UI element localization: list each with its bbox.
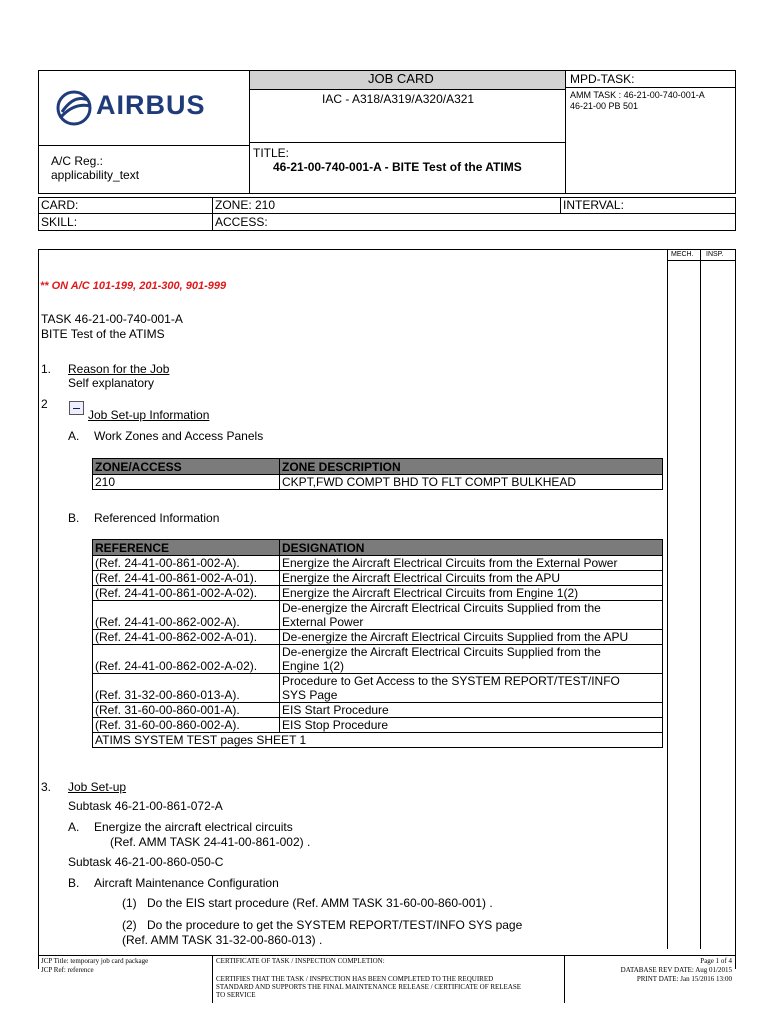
mpd-task-label: MPD-TASK: (570, 72, 635, 86)
designation-cell: De-energize the Aircraft Electrical Circuits Supplied from the External Power (280, 601, 663, 630)
info-row (38, 197, 736, 231)
cert-line-1: CERTIFIES THAT THE TASK / INSPECTION HAS BEEN COMPLETED TO THE REQUIRED (216, 975, 494, 983)
insp-column-header: INSP. (706, 251, 724, 258)
cert-line-2: STANDARD AND SUPPORTS THE FINAL MAINTENANCE RELEASE / CERTIFICATE OF RELEASE (216, 983, 522, 991)
section-3b-title: Aircraft Maintenance Configuration (94, 876, 279, 890)
job-title: 46-21-00-740-001-A - BITE Test of the ATIMS (273, 160, 522, 174)
zone-table-header: ZONE/ACCESS (93, 459, 280, 475)
designation-cell: De-energize the Aircraft Electrical Circuits Supplied from the APU (280, 630, 663, 645)
zone-table (92, 458, 663, 490)
amm-task: AMM TASK : 46-21-00-740-001-A (570, 90, 705, 100)
jcp-title: JCP Title: temporary job card package (41, 957, 149, 965)
title-label: TITLE: (253, 146, 290, 160)
section-3a-title: Energize the aircraft electrical circuits (94, 820, 293, 834)
mech-column-header: MECH. (671, 251, 694, 258)
section-1-text: Self explanatory (68, 376, 155, 390)
jcp-ref: JCP Ref: reference (41, 966, 94, 974)
designation-cell: Energize the Aircraft Electrical Circuits from the External Power (280, 556, 663, 571)
section-2a-letter: A. (68, 429, 80, 443)
skill-label: SKILL: (41, 215, 78, 229)
amm-ref: 46-21-00 PB 501 (570, 101, 639, 111)
ac-reg-value: applicability_text (51, 168, 140, 182)
brand-name: AIRBUS (96, 90, 206, 120)
card-label: CARD: (41, 198, 79, 212)
section-2-number: 2 (41, 397, 48, 411)
section-3-number: 3. (41, 780, 52, 794)
print-date: PRINT DATE: Jan 15/2016 13:00 (636, 975, 732, 983)
step-1-text: Do the EIS start procedure (Ref. AMM TASK 31-60-00-860-001) . (147, 896, 493, 910)
ref-cell: (Ref. 24-41-00-862-002-A-01). (93, 630, 280, 645)
reference-table (92, 539, 663, 748)
zone-label: ZONE: 210 (215, 198, 276, 212)
step-1-number: (1) (122, 896, 137, 910)
section-2a-title: Work Zones and Access Panels (94, 429, 264, 443)
designation-cell: De-energize the Aircraft Electrical Circuits Supplied from the Engine 1(2) (280, 645, 663, 674)
zone-table-header: ZONE DESCRIPTION (280, 459, 663, 475)
section-2-title[interactable]: Job Set-up Information (88, 408, 210, 422)
designation-cell: EIS Stop Procedure (280, 718, 663, 733)
airbus-logo (56, 88, 231, 128)
ref-cell: (Ref. 24-41-00-862-002-A-02). (93, 645, 280, 674)
section-3b-letter: B. (68, 876, 80, 890)
effectivity: ** ON A/C 101-199, 201-300, 901-999 (40, 280, 227, 292)
ref-cell: (Ref. 31-32-00-860-013-A). (93, 674, 280, 703)
subtask-1: Subtask 46-21-00-861-072-A (68, 799, 223, 813)
ref-cell: (Ref. 24-41-00-861-002-A). (93, 556, 280, 571)
designation-cell: Procedure to Get Access to the SYSTEM REPORT/TEST/INFO SYS Page (280, 674, 663, 703)
step-2-text: Do the procedure to get the SYSTEM REPORT/TEST/INFO SYS page (147, 918, 523, 932)
task-id: TASK 46-21-00-740-001-A (41, 312, 183, 326)
ref-table-header: DESIGNATION (280, 540, 663, 556)
zone-table-cell: 210 (93, 475, 280, 490)
page-number: Page 1 of 4 (700, 957, 732, 965)
section-2b-title: Referenced Information (94, 511, 220, 525)
ref-table-footer: ATIMS SYSTEM TEST pages SHEET 1 (93, 733, 663, 748)
job-card-title: JOB CARD (368, 71, 434, 86)
minus-box-icon[interactable] (69, 401, 84, 415)
section-3-title: Job Set-up (68, 780, 127, 794)
ref-cell: (Ref. 24-41-00-862-002-A). (93, 601, 280, 630)
airbus-logo-icon (56, 90, 92, 126)
designation-cell: Energize the Aircraft Electrical Circuits from Engine 1(2) (280, 586, 663, 601)
task-name: BITE Test of the ATIMS (41, 327, 165, 341)
ref-table-header: REFERENCE (93, 540, 280, 556)
section-1-title: Reason for the Job (68, 362, 170, 376)
section-3a-ref: (Ref. AMM TASK 24-41-00-861-002) . (110, 835, 311, 849)
section-1-number: 1. (41, 362, 52, 376)
access-label: ACCESS: (215, 215, 268, 229)
aircraft-type: IAC - A318/A319/A320/A321 (322, 92, 475, 106)
subtask-2: Subtask 46-21-00-860-050-C (68, 855, 224, 869)
ac-reg-label: A/C Reg.: (51, 154, 104, 168)
ref-cell: (Ref. 24-41-00-861-002-A-01). (93, 571, 280, 586)
zone-table-cell: CKPT,FWD COMPT BHD TO FLT COMPT BULKHEAD (280, 475, 663, 490)
section-3a-letter: A. (68, 820, 80, 834)
database-rev-date: DATABASE REV DATE: Aug 01/2015 (620, 966, 732, 974)
designation-cell: Energize the Aircraft Electrical Circuits from the APU (280, 571, 663, 586)
ref-cell: (Ref. 31-60-00-860-002-A). (93, 718, 280, 733)
section-2b-letter: B. (68, 511, 80, 525)
designation-cell: EIS Start Procedure (280, 703, 663, 718)
interval-label: INTERVAL: (563, 198, 624, 212)
cert-line-3: TO SERVICE (216, 991, 256, 999)
step-2-ref: (Ref. AMM TASK 31-32-00-860-013) . (122, 933, 323, 947)
ref-cell: (Ref. 24-41-00-861-002-A-02). (93, 586, 280, 601)
ref-cell: (Ref. 31-60-00-860-001-A). (93, 703, 280, 718)
cert-title: CERTIFICATE OF TASK / INSPECTION COMPLETION: (216, 957, 385, 965)
step-2-number: (2) (122, 918, 137, 932)
